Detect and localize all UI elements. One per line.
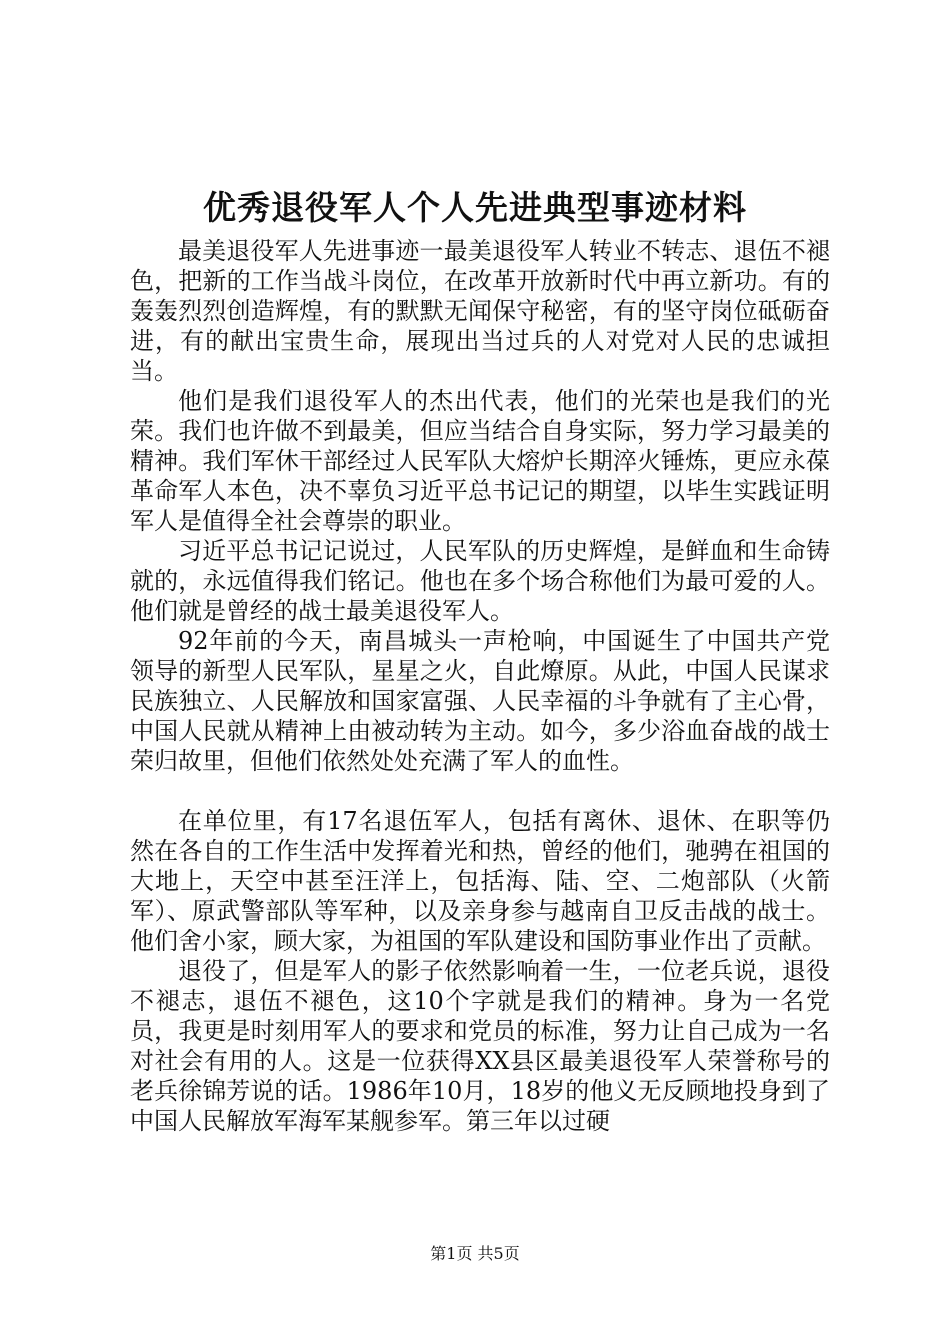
paragraph: 92年前的今天，南昌城头一声枪响，中国诞生了中国共产党领导的新型人民军队，星星之火，自此燎原。从此，中国人民谋求民族独立、人民解放和国家富强、人民幸福的斗争就有了主心骨，中国人民就从精神上由被动转为主动。如今，多少浴血奋战的战士荣归故里，但他们依然处处充满了军人的血性。 [130,627,830,775]
paragraph: 习近平总书记记说过，人民军队的历史辉煌，是鲜血和生命铸就的，永远值得我们铭记。他也在多个场合称他们为最可爱的人。他们就是曾经的战士最美退役军人。 [130,537,830,625]
paragraph: 在单位里，有17名退伍军人，包括有离休、退休、在职等仍然在各自的工作生活中发挥着光和热，曾经的他们，驰骋在祖国的大地上，天空中甚至汪洋上，包括海、陆、空、二炮部队（火箭军）、原武警部队等军种，以及亲身参与越南自卫反击战的战士。他们舍小家，顾大家，为祖国的军队建设和国防事业作出了贡献。 [130,807,830,955]
paragraph: 他们是我们退役军人的杰出代表，他们的光荣也是我们的光荣。我们也许做不到最美，但应当结合自身实际，努力学习最美的精神。我们军休干部经过人民军队大熔炉长期淬火锤炼，更应永葆革命军人本色，决不辜负习近平总书记记的期望，以毕生实践证明军人是值得全社会尊崇的职业。 [130,387,830,535]
paragraph-spacer [130,776,830,806]
document-body [130,236,830,1136]
paragraph: 退役了，但是军人的影子依然影响着一生，一位老兵说，退役不褪志，退伍不褪色，这10个字就是我们的精神。身为一名党员，我更是时刻用军人的要求和党员的标准，努力让自己成为一名对社会有用的人。这是一位获得XX县区最美退役军人荣誉称号的老兵徐锦芳说的话。1986年10月，18岁的他义无反顾地投身到了中国人民解放军海军某舰参军。第三年以过硬 [130,957,830,1135]
document-title: 优秀退役军人个人先进典型事迹材料 [203,188,747,227]
paragraph: 最美退役军人先进事迹一最美退役军人转业不转志、退伍不褪色，把新的工作当战斗岗位，在改革开放新时代中再立新功。有的轰轰烈烈创造辉煌，有的默默无闻保守秘密，有的坚守岗位砥砺奋进，有的献出宝贵生命，展现出当过兵的人对党对人民的忠诚担当。 [130,237,830,385]
page-footer: 第1页 共5页 [430,1244,520,1263]
